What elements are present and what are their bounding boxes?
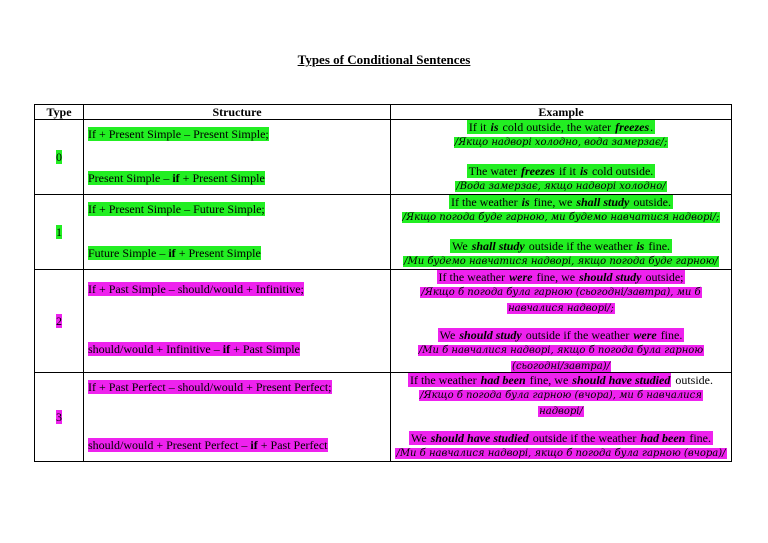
example-1: If the weather is fine, we shall study outside. /Якщо погода буде гарною, ми будемо навчатися надворі/; [402,195,720,223]
header-structure: Structure [84,105,391,120]
type-cell [35,373,84,462]
translation: /Якщо погода буде гарною, ми будемо навчатися надворі/; [402,212,720,223]
translation: надворі/ [539,406,583,417]
translation: (сьогодні/завтра)/ [512,361,610,372]
translation: /Ми будемо навчатися надворі, якщо погода буде гарною/ [404,256,718,267]
type-number: 2 [56,313,62,328]
structure-line-1: If + Past Simple – should/would + Infinitive; [88,282,304,296]
translation: /Якщо б погода була гарною (сьогодні/завтра), ми б [421,287,701,298]
type-cell [35,120,84,195]
translation: /Якщо надворі холодно, вода замерзає/; [454,137,668,148]
table-header-row [35,105,732,120]
table-row [35,270,732,373]
page-title: Types of Conditional Sentences [297,52,471,67]
structure-cell [84,270,391,373]
translation: /Ми б навчалися надворі, якщо б погода була гарною [418,345,704,356]
translation: навчалися надворі/; [508,303,614,314]
type-cell [35,270,84,373]
example-2: We should have studied outside if the weather had been fine. /Ми б навчалися надворі, якщо б погода була гарною (вчора)/ [396,431,726,459]
conditionals-table [34,104,732,462]
header-type: Type [35,105,84,120]
example-cell [391,270,732,373]
structure-line-1: If + Present Simple – Present Simple; [88,127,269,141]
example-1: If the weather were fine, we should study outside; /Якщо б погода була гарною (сьогодні/завтра), ми б навчалися надворі/; [421,270,701,314]
structure-line-1: If + Past Perfect – should/would + Present Perfect; [88,380,332,394]
structure-cell [84,195,391,270]
type-number: 3 [56,409,62,424]
example-1: If the weather had been fine, we should have studied outside. /Якщо б погода була гарною (вчора), ми б навчалися надворі/ [410,373,713,417]
example-cell [391,195,732,270]
translation: /Ми б навчалися надворі, якщо б погода була гарною (вчора)/ [396,448,726,459]
structure-line-2: should/would + Infinitive – if + Past Simple [88,342,300,356]
example-1: If it is cold outside, the water freezes. /Якщо надворі холодно, вода замерзає/; [454,120,668,148]
structure-cell [84,120,391,195]
structure-cell [84,373,391,462]
example-cell [391,373,732,462]
type-number: 0 [56,149,62,164]
structure-line-2: should/would + Present Perfect – if + Past Perfect [88,438,328,452]
header-example: Example [391,105,732,120]
translation: /Вода замерзає, якщо надворі холодно/ [456,181,666,192]
table-row [35,195,732,270]
table-row [35,120,732,195]
structure-line-2: Future Simple – if + Present Simple [88,246,261,260]
type-cell [35,195,84,270]
structure-line-1: If + Present Simple – Future Simple; [88,202,265,216]
example-cell [391,120,732,195]
example-2: We should study outside if the weather were fine. /Ми б навчалися надворі, якщо б погода була гарною (сьогодні/завтра)/ [418,328,704,372]
structure-line-2: Present Simple – if + Present Simple [88,171,265,185]
translation: /Якщо б погода була гарною (вчора), ми б навчалися [420,390,702,401]
example-2: The water freezes if it is cold outside. /Вода замерзає, якщо надворі холодно/ [456,164,666,192]
type-number: 1 [56,224,62,239]
table-row [35,373,732,462]
example-2: We shall study outside if the weather is fine. /Ми будемо навчатися надворі, якщо погода буде гарною/ [404,239,718,267]
